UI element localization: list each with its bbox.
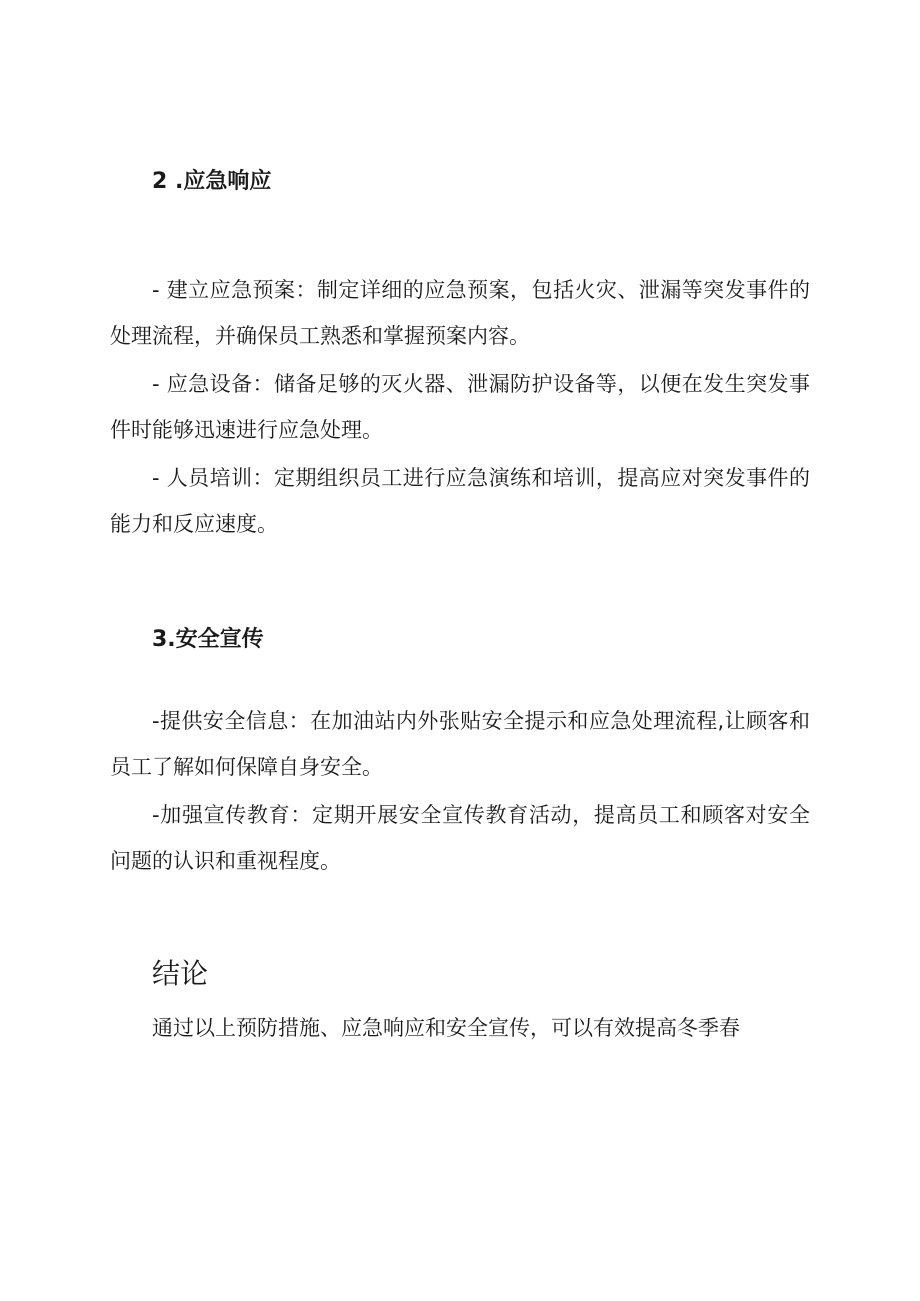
conclusion-text: 通过以上预防措施、应急响应和安全宣传，可以有效提高冬季春: [152, 1016, 740, 1040]
section-heading-safety-publicity: 3.安全宣传: [152, 627, 264, 652]
safety-info-paragraph: -提供安全信息：在加油站内外张贴安全提示和应急处理流程,让顾客和员工了解如何保障自身安全。: [110, 709, 810, 779]
emergency-equipment-paragraph: - 应急设备：储备足够的灭火器、泄漏防护设备等，以便在发生突发事件时能够迅速进行应急处理。: [110, 372, 810, 442]
publicity-education-paragraph: -加强宣传教育：定期开展安全宣传教育活动，提高员工和顾客对安全问题的认识和重视程度。: [110, 803, 810, 873]
section-heading-emergency-response: 2 .应急响应: [152, 169, 272, 194]
conclusion-heading: 结论: [152, 957, 209, 990]
emergency-plan-paragraph: - 建立应急预案：制定详细的应急预案，包括火灾、泄漏等突发事件的处理流程，并确保员工熟悉和掌握预案内容。: [110, 278, 810, 348]
staff-training-paragraph: - 人员培训：定期组织员工进行应急演练和培训，提高应对突发事件的能力和反应速度。: [110, 466, 810, 536]
